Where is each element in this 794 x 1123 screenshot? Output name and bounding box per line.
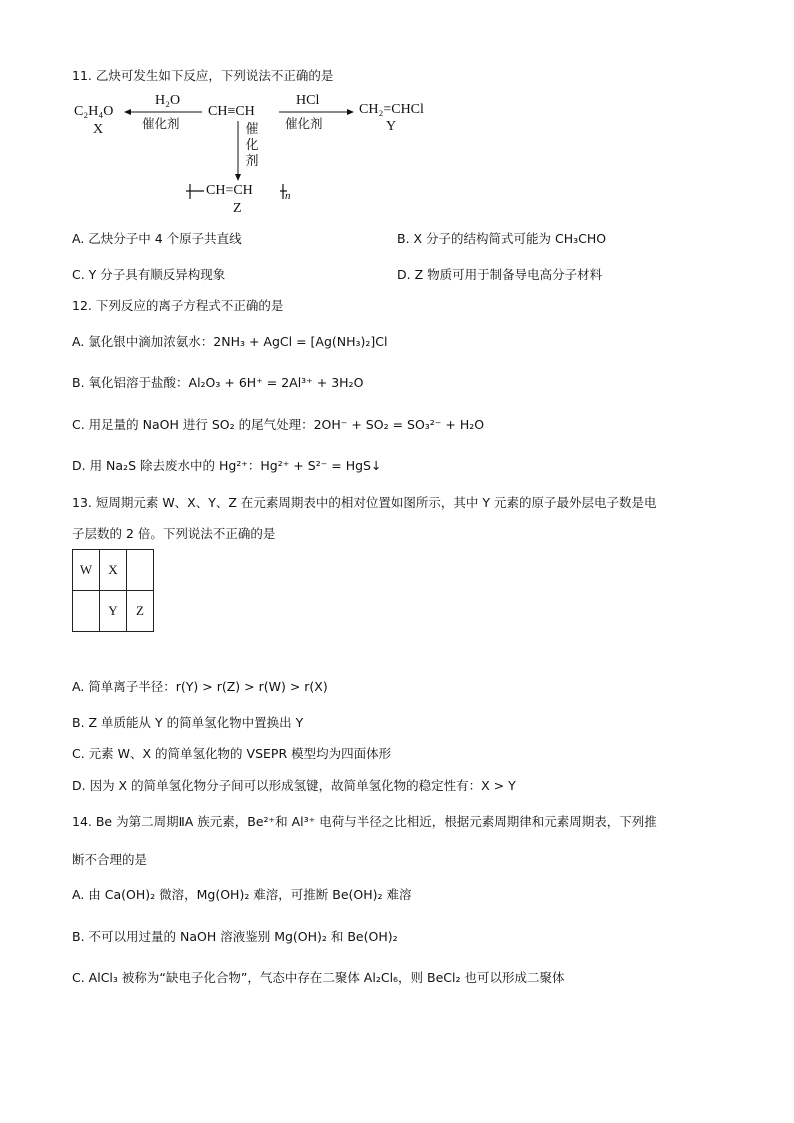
scheme-right-product: CH₂=CHCl [359, 102, 424, 117]
q14-stem-line2: 断不合理的是 [72, 852, 148, 867]
q12-option-c[interactable]: C. 用足量的 NaOH 进行 SO₂ 的尾气处理：2OH⁻ + SO₂ = SO₃²⁻ + H₂O [72, 417, 485, 432]
q12-option-a[interactable]: A. 氯化银中滴加浓氨水：2NH₃ + AgCl = [Ag(NH₃)₂]Cl [72, 334, 388, 349]
table-cell: Y [100, 591, 127, 632]
table-cell: W [73, 550, 100, 591]
q11-option-d[interactable]: D. Z 物质可用于制备导电高分子材料 [397, 267, 603, 282]
scheme-bottom-n: n [285, 190, 291, 202]
q13-option-d[interactable]: D. 因为 X 的简单氢化物分子间可以形成氢键，故简单氢化物的稳定性有：X > Y [72, 778, 516, 793]
periodic-position-table [72, 549, 154, 632]
table-row [73, 550, 154, 591]
q13-option-b[interactable]: B. Z 单质能从 Y 的简单氢化物中置换出 Y [72, 715, 304, 730]
q11-option-b[interactable]: B. X 分子的结构简式可能为 CH₃CHO [397, 231, 607, 246]
q13-option-c[interactable]: C. 元素 W、X 的简单氢化物的 VSEPR 模型均为四面体形 [72, 746, 392, 761]
q12-stem: 12. 下列反应的离子方程式不正确的是 [72, 298, 284, 313]
q12-option-d[interactable]: D. 用 Na₂S 除去废水中的 Hg²⁺：Hg²⁺ + S²⁻ = HgS↓ [72, 458, 382, 473]
scheme-left-product: C₂H₄O [74, 104, 114, 119]
q11-stem: 11. 乙炔可发生如下反应，下列说法不正确的是 [72, 68, 334, 83]
scheme-left-reagent: H₂O [155, 93, 181, 108]
table-row [73, 591, 154, 632]
q11-option-c[interactable]: C. Y 分子具有顺反异构现象 [72, 267, 226, 282]
table-cell: X [100, 550, 127, 591]
table-cell [73, 591, 100, 632]
q12-option-b[interactable]: B. 氧化铝溶于盐酸：Al₂O₃ + 6H⁺ = 2Al³⁺ + 3H₂O [72, 375, 364, 390]
scheme-left-catalyst: 催化剂 [142, 116, 180, 131]
scheme-label-y: Y [386, 119, 397, 134]
scheme-right-reagent: HCl [296, 93, 320, 108]
scheme-down-catalyst: 催化剂 [245, 122, 259, 169]
scheme-label-x: X [93, 122, 104, 137]
scheme-bottom-product: CH=CH [206, 183, 253, 198]
q11-option-a[interactable]: A. 乙炔分子中 4 个原子共直线 [72, 231, 242, 246]
q14-stem-line1: 14. Be 为第二周期ⅡA 族元素，Be²⁺和 Al³⁺ 电荷与半径之比相近，根据元素周期律和元素周期表，下列推 [72, 814, 657, 829]
scheme-center: CH≡CH [208, 104, 255, 119]
q13-stem-line2: 子层数的 2 倍。下列说法不正确的是 [72, 526, 276, 541]
q14-option-b[interactable]: B. 不可以用过量的 NaOH 溶液鉴别 Mg(OH)₂ 和 Be(OH)₂ [72, 929, 398, 944]
table-cell: Z [127, 591, 154, 632]
scheme-right-catalyst: 催化剂 [285, 116, 323, 131]
q13-option-a[interactable]: A. 简单离子半径：r(Y) > r(Z) > r(W) > r(X) [72, 679, 328, 694]
right-arrowhead [347, 109, 354, 115]
scheme-label-z: Z [233, 201, 242, 216]
q14-option-a[interactable]: A. 由 Ca(OH)₂ 微溶，Mg(OH)₂ 难溶，可推断 Be(OH)₂ 难溶 [72, 887, 412, 902]
q13-stem-line1: 13. 短周期元素 W、X、Y、Z 在元素周期表中的相对位置如图所示，其中 Y 元素的原子最外层电子数是电 [72, 495, 657, 510]
q14-option-c[interactable]: C. AlCl₃ 被称为“缺电子化合物”，气态中存在二聚体 Al₂Cl₆，则 BeCl₂ 也可以形成二聚体 [72, 970, 565, 985]
left-arrowhead [124, 109, 131, 115]
table-cell [127, 550, 154, 591]
down-arrowhead [235, 174, 241, 181]
scheme-arrows [0, 0, 794, 260]
